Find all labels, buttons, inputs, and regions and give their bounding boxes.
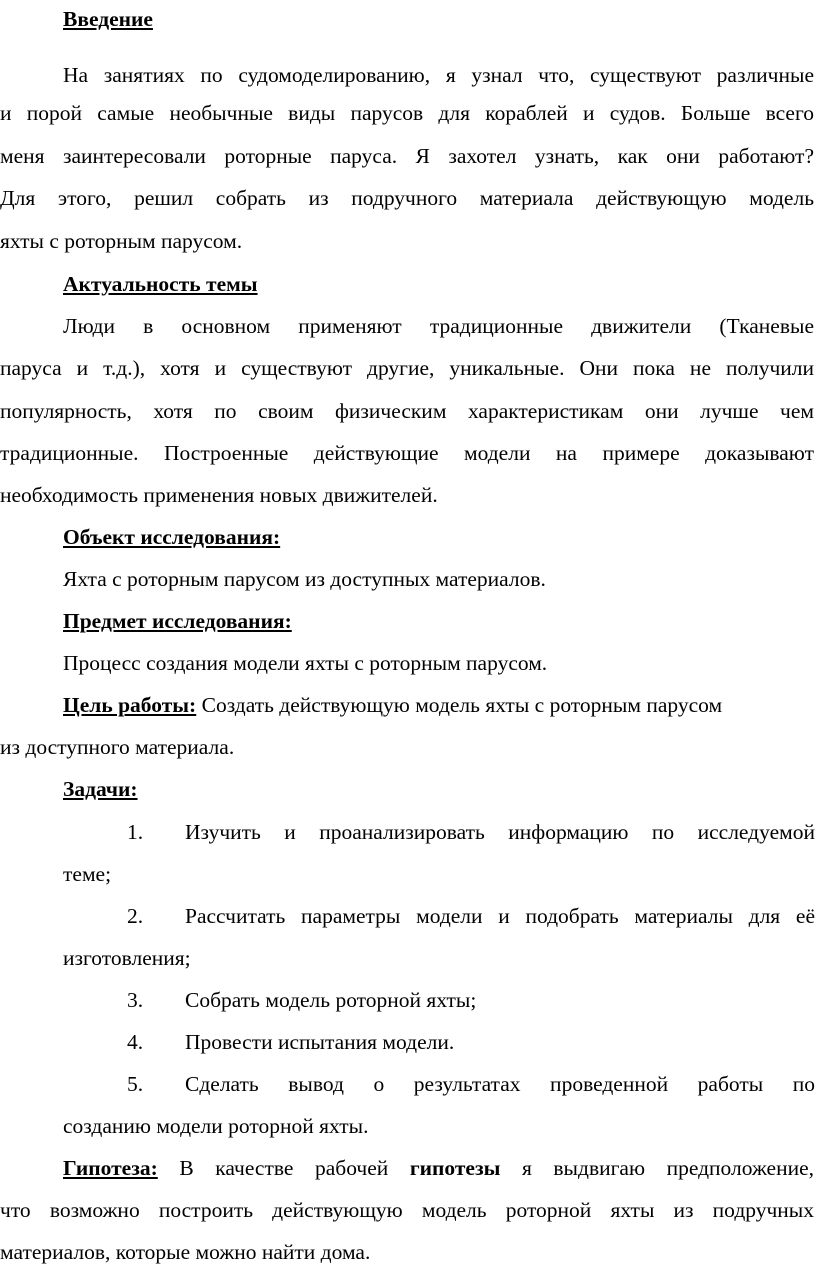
task-2-line-1: [127, 901, 814, 931]
intro-line-4: Для этого, решил собрать из подручного материала действующую модель: [0, 186, 814, 210]
relevance-line-4: традиционные. Построенные действующие модели на примере доказывают: [0, 441, 814, 465]
task-2-number: 2.: [127, 904, 144, 928]
subject-heading: Предмет исследования:: [63, 609, 292, 633]
task-1-number: 1.: [127, 820, 144, 844]
relevance-line-3: популярность, хотя по своим физическим характеристикам они лучше чем: [0, 399, 814, 423]
task-3-number: 3.: [127, 988, 144, 1012]
intro-heading-line: [63, 4, 814, 34]
tasks-heading: Задачи:: [63, 777, 138, 801]
intro-line-3: меня заинтересовали роторные паруса. Я захотел узнать, как они работают?: [0, 144, 814, 168]
task-3-line-1: [127, 985, 814, 1015]
intro-line-1: На занятиях по судомоделированию, я узнал что, существуют различные: [63, 63, 814, 87]
task-1-line-2: теме;: [63, 862, 112, 886]
hypothesis-line-3: материалов, которые можно найти дома.: [0, 1240, 371, 1264]
goal-line-1: [63, 690, 814, 720]
object-text: Яхта с роторным парусом из доступных материалов.: [63, 567, 546, 591]
task-2-line-2: изготовления;: [63, 946, 191, 970]
hypothesis-heading: Гипотеза:: [63, 1156, 158, 1180]
relevance-heading-line: [63, 269, 814, 299]
task-5-text: Сделать вывод о результатах проведенной работы по: [185, 1072, 815, 1096]
task-5-line-1: [127, 1069, 814, 1099]
relevance-heading: Актуальность темы: [63, 272, 258, 296]
subject-text: Процесс создания модели яхты с роторным парусом.: [63, 651, 548, 675]
task-2-text: Рассчитать параметры модели и подобрать материалы для её: [185, 904, 815, 928]
intro-line-2: и порой самые необычные виды парусов для кораблей и судов. Больше всего: [0, 101, 814, 125]
object-heading: Объект исследования:: [63, 525, 281, 549]
hypothesis-line-2: что возможно построить действующую модель роторной яхты из подручных: [0, 1198, 814, 1222]
tasks-heading-line: [63, 774, 814, 804]
hypothesis-line-1: [63, 1153, 814, 1183]
object-heading-line: [63, 522, 814, 552]
subject-heading-line: [63, 606, 814, 636]
task-4-line-1: [127, 1027, 814, 1057]
goal-text-1: Создать действующую модель яхты с роторным парусом: [196, 693, 723, 717]
hypothesis-pre: В качестве рабочей: [157, 1156, 410, 1180]
task-4-text: Провести испытания модели.: [185, 1030, 455, 1054]
hypothesis-post: я выдвигаю предположение,: [500, 1156, 814, 1180]
task-4-number: 4.: [127, 1030, 144, 1054]
intro-heading: Введение: [63, 7, 153, 31]
task-3-text: Собрать модель роторной яхты;: [185, 988, 477, 1012]
task-5-number: 5.: [127, 1072, 144, 1096]
task-1-line-1: [127, 817, 814, 847]
hypothesis-bold-word: гипотезы: [409, 1156, 501, 1180]
relevance-line-5: необходимость применения новых движителей.: [0, 483, 438, 507]
intro-line-5: яхты с роторным парусом.: [0, 229, 243, 253]
relevance-line-2: паруса и т.д.), хотя и существуют другие, уникальные. Они пока не получили: [0, 356, 814, 380]
goal-line-2: из доступного материала.: [0, 735, 235, 759]
goal-heading: Цель работы:: [63, 693, 197, 717]
relevance-line-1: Люди в основном применяют традиционные движители (Тканевые: [63, 314, 814, 338]
task-1-text: Изучить и проанализировать информацию по исследуемой: [185, 820, 815, 844]
task-5-line-2: созданию модели роторной яхты.: [63, 1114, 369, 1138]
